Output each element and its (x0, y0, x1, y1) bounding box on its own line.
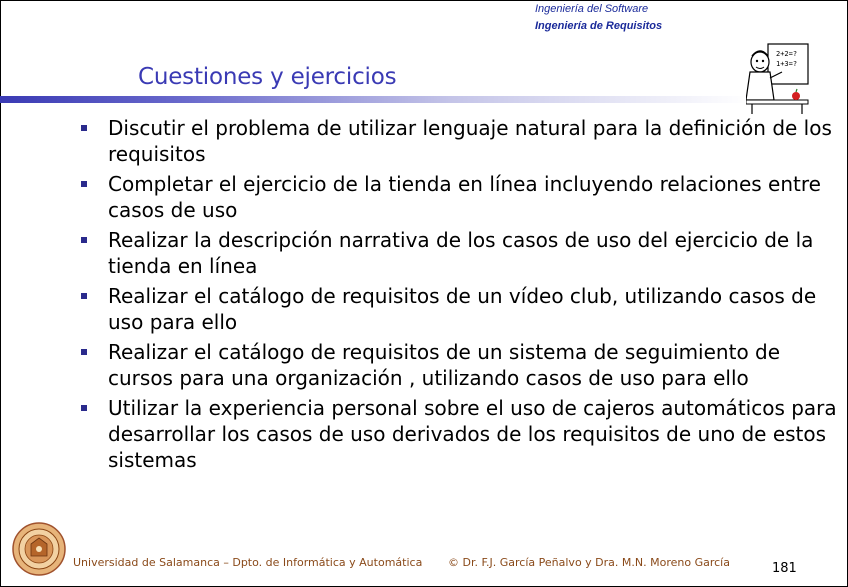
page-number: 181 (772, 561, 797, 576)
svg-text:1+3=?: 1+3=? (776, 60, 798, 68)
list-item (78, 115, 838, 167)
list-item-text: Realizar el catálogo de requisitos de un vídeo club, utilizando casos de uso para ello (108, 284, 817, 334)
list-item-text: Completar el ejercicio de la tienda en línea incluyendo relaciones entre casos de uso (108, 172, 821, 222)
list-item-text: Realizar la descripción narrativa de los casos de uso del ejercicio de la tienda en línea (108, 228, 814, 278)
list-item (78, 227, 838, 279)
footer-institution: Universidad de Salamanca – Dpto. de Informática y Automática (73, 556, 423, 569)
list-item (78, 171, 838, 223)
square-bullet-icon (81, 405, 87, 411)
square-bullet-icon (81, 125, 87, 131)
svg-text:2+2=?: 2+2=? (776, 50, 798, 58)
list-item (78, 283, 838, 335)
header-course: Ingeniería del Software (535, 3, 649, 15)
header-topic: Ingeniería de Requisitos (535, 20, 663, 32)
square-bullet-icon (81, 293, 87, 299)
list-item-text: Realizar el catálogo de requisitos de un sistema de seguimiento de cursos para una organización , utilizando casos de uso para ello (108, 340, 781, 390)
title-underline (0, 96, 750, 103)
list-item (78, 339, 838, 391)
square-bullet-icon (81, 237, 87, 243)
university-seal-icon (12, 522, 66, 576)
list-item-text: Utilizar la experiencia personal sobre el uso de cajeros automáticos para desarrollar los casos de uso derivados de los requisitos de uno de estos sistemas (108, 396, 837, 472)
exercise-list (78, 115, 838, 477)
list-item (78, 395, 838, 473)
square-bullet-icon (81, 181, 87, 187)
teacher-at-blackboard-icon (746, 42, 810, 116)
slide-title: Cuestiones y ejercicios (138, 64, 397, 90)
square-bullet-icon (81, 349, 87, 355)
footer-authors: © Dr. F.J. García Peñalvo y Dra. M.N. Moreno García (448, 556, 730, 569)
list-item-text: Discutir el problema de utilizar lenguaje natural para la definición de los requisitos (108, 116, 832, 166)
